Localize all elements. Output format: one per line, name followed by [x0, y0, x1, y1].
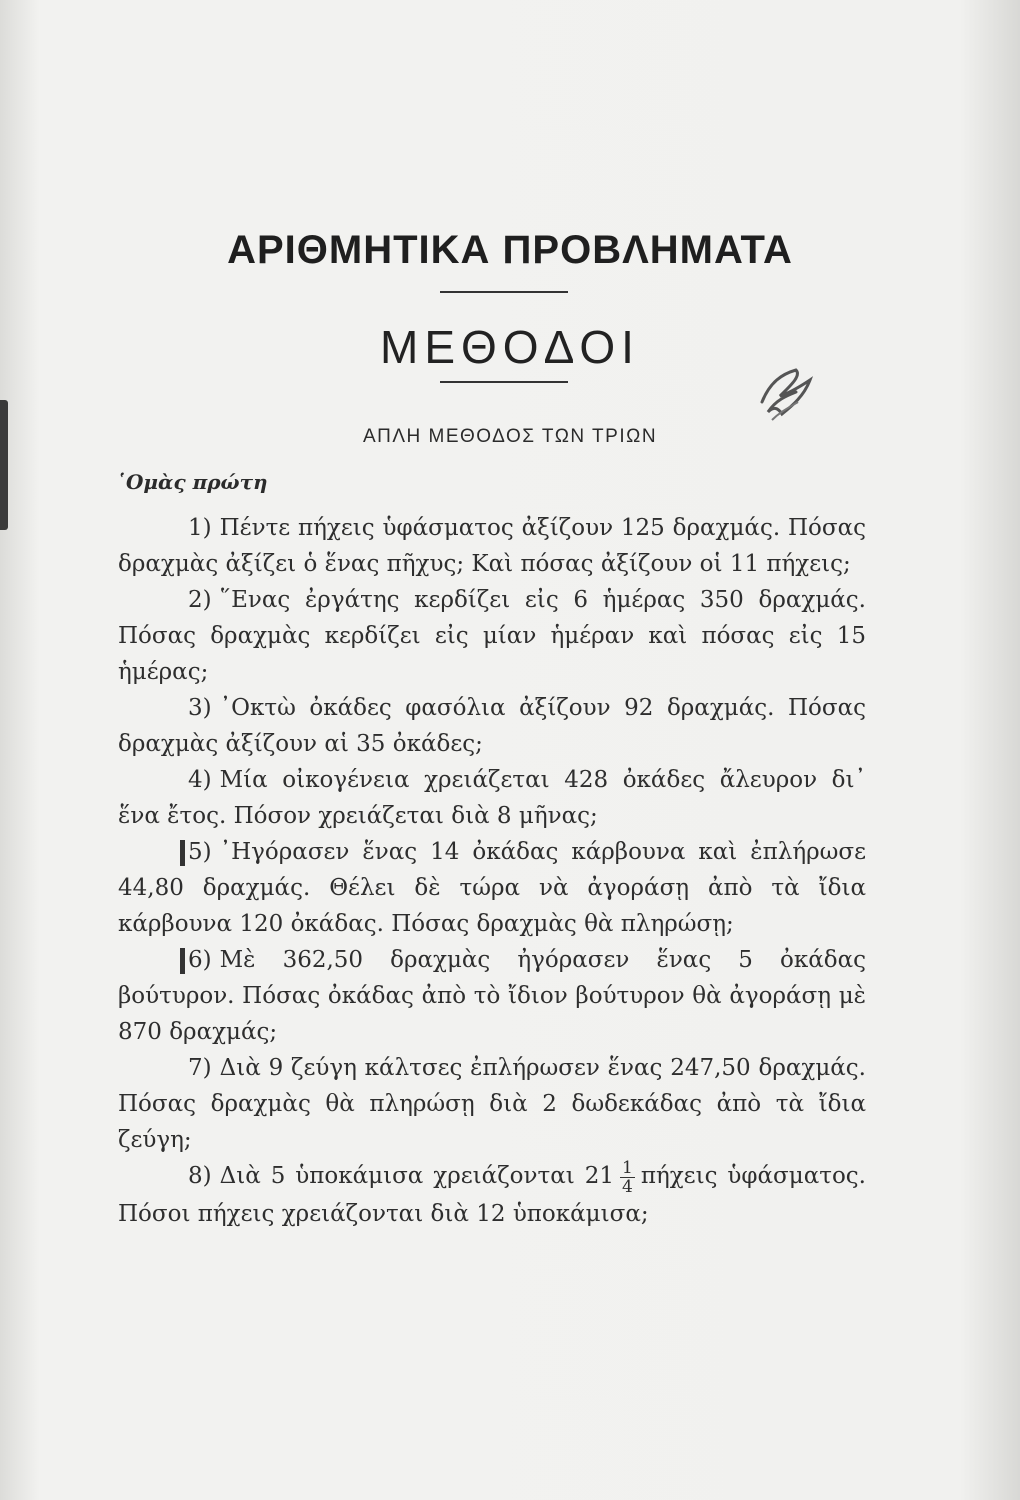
problem-number: 8) — [188, 1163, 212, 1189]
problem-list — [118, 510, 866, 1232]
problem-text: Διὰ 9 ζεύγη κάλτσες ἐπλήρωσεν ἕνας 247,50 δραχμάς. Πόσας δραχμὰς θὰ πληρώσῃ διὰ 2 δωδεκάδας ἀπὸ τὰ ἴδια ζεύγη; — [118, 1055, 866, 1153]
problem-text: Πέντε πήχεις ὑφάσματος ἀξίζουν 125 δραχμάς. Πόσας δραχμὰς ἀξίζει ὁ ἕνας πῆχυς; Καὶ πόσας ἀξίζουν οἱ 11 πήχεις; — [118, 515, 866, 577]
divider-bottom — [440, 381, 568, 383]
page-title: ΑΡΙΘΜΗΤΙΚΑ ΠΡΟΒΛΗΜΑΤΑ — [227, 228, 793, 272]
problem-text-after: πήχεις ὑφάσματος. Πόσοι πήχεις χρειάζονται διὰ 12 ὑποκάμισα; — [118, 1163, 866, 1227]
problem-number: 1) — [188, 515, 212, 541]
problem-number: 4) — [188, 767, 212, 793]
problem-number: 2) — [188, 587, 212, 613]
fraction-numerator: 1 — [622, 1157, 633, 1178]
problem-number: 7) — [188, 1055, 212, 1081]
problem-text-before: Διὰ 5 ὑποκάμισα χρειάζονται 21 — [219, 1163, 614, 1189]
problem-4 — [118, 762, 866, 834]
problem-8 — [118, 1158, 866, 1232]
binding-mark — [0, 400, 8, 530]
problem-number: 6) — [188, 947, 212, 973]
problem-7 — [118, 1050, 866, 1158]
problem-6 — [118, 942, 866, 1050]
page-subtitle: ΜΕΘΟΔΟΙ — [380, 321, 640, 373]
problem-number: 3) — [188, 695, 212, 721]
section-heading: ΑΠΛΗ ΜΕΘΟΔΟΣ ΤΩΝ ΤΡΙΩΝ — [362, 426, 658, 447]
problem-text: ῞Ενας ἐργάτης κερδίζει εἰς 6 ἡμέρας 350 δραχμάς. Πόσας δραχμὰς κερδίζει εἰς μίαν ἡμέραν καὶ πόσας εἰς 15 ἡμέρας; — [118, 587, 866, 685]
pencil-mark — [180, 840, 185, 866]
problem-3 — [118, 690, 866, 762]
problem-text: Μὲ 362,50 δραχμὰς ἠγόρασεν ἕνας 5 ὀκάδας βούτυρον. Πόσας ὀκάδας ἀπὸ τὸ ἴδιον βούτυρον θὰ ἀγοράσῃ μὲ 870 δραχμάς; — [118, 947, 866, 1045]
problem-text: ᾿Οκτὼ ὀκάδες φασόλια ἀξίζουν 92 δραχμάς. Πόσας δραχμὰς ἀξίζουν αἱ 35 ὀκάδες; — [118, 695, 866, 757]
problem-5 — [118, 834, 866, 942]
handwritten-scribble — [752, 362, 816, 432]
problem-number: 5) — [188, 839, 212, 865]
problem-text: Μία οἰκογένεια χρειάζεται 428 ὀκάδες ἄλευρον δι᾿ ἕνα ἔτος. Πόσον χρειάζεται διὰ 8 μῆνας; — [118, 767, 866, 829]
fraction — [620, 1159, 635, 1196]
problem-1 — [118, 510, 866, 582]
group-heading: ῾Ομὰς πρώτη — [116, 470, 268, 494]
pencil-mark — [180, 948, 185, 974]
divider-top — [440, 291, 568, 293]
fraction-denominator: 4 — [622, 1176, 633, 1197]
problem-2 — [118, 582, 866, 690]
problem-text: ᾿Ηγόρασεν ἕνας 14 ὀκάδας κάρβουνα καὶ ἐπλήρωσε 44,80 δραχμάς. Θέλει δὲ τώρα νὰ ἀγοράσῃ ἀπὸ τὰ ἴδια κάρβουνα 120 ὀκάδας. Πόσας δραχμὰς θὰ πληρώσῃ; — [118, 839, 866, 937]
